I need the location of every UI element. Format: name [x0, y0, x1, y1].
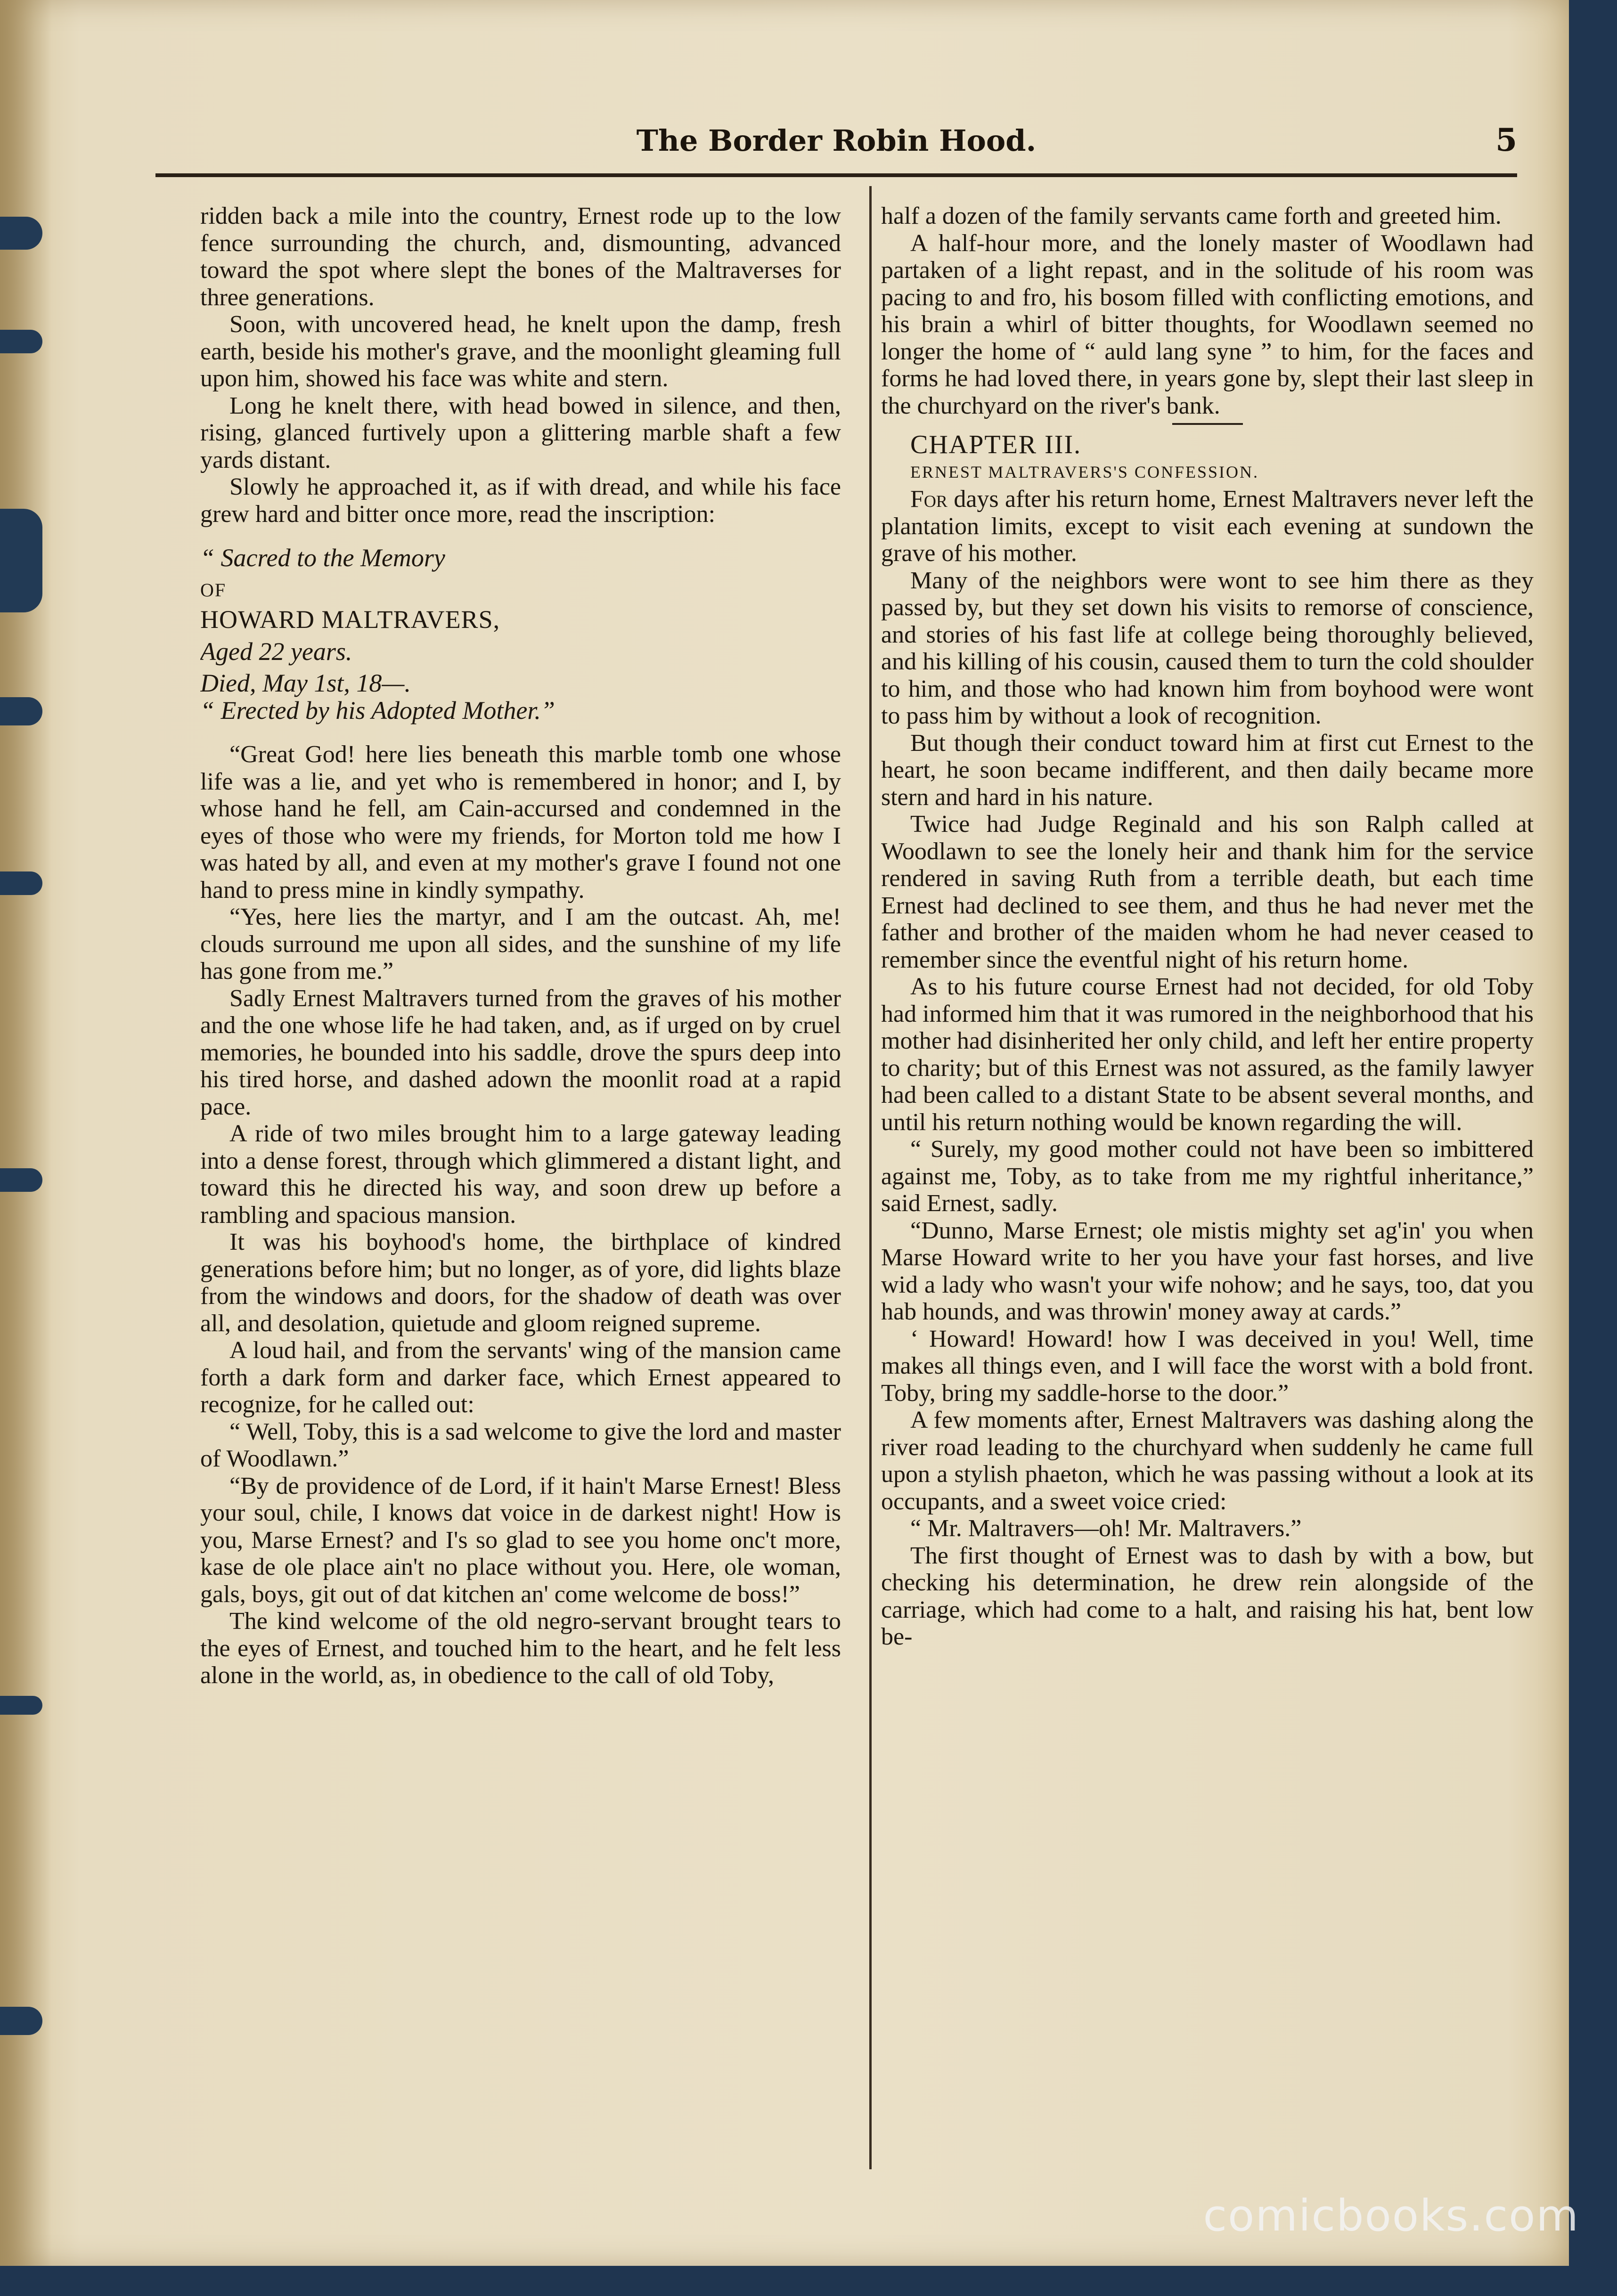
binding-hole [0, 697, 42, 725]
inscription-line: “ Erected by his Adopted Mother.” [200, 696, 555, 725]
inscription-line: Died, May 1st, 18—. [200, 669, 411, 697]
paragraph: ‘ Howard! Howard! how I was deceived in you! Well, time makes all things even, and I will face the worst with a bold front. Toby, bring my saddle-horse to the door.” [881, 1325, 1534, 1407]
paragraph: “Yes, here lies the martyr, and I am the outcast. Ah, me! clouds surround me upon all sides, and the sunshine of my life has gone from me.” [200, 904, 841, 985]
binding-hole [0, 1168, 42, 1192]
paragraph: It was his boyhood's home, the birthplace of kindred generations before him; but no longer, as of yore, did lights blaze from the windows and doors, for the shadow of death was over all, and desolation, quietude and gloom reigned supreme. [200, 1229, 841, 1337]
header-rule [155, 173, 1517, 177]
paragraph: But though their conduct toward him at first cut Ernest to the heart, he soon became indifferent, and then daily became more stern and hard in his nature. [881, 729, 1534, 811]
paragraph: “By de providence of de Lord, if it hain't Marse Ernest! Bless your soul, chile, I knows dat voice in de darkest night! How is you, Marse Ernest? and I's so glad to see you home onc't more, kase de ole place ain't no place without you. Here, ole woman, gals, boys, git out of dat kitchen an' come welcome de boss!” [200, 1472, 841, 1608]
page-number: 5 [1495, 122, 1517, 158]
paragraph [881, 486, 1534, 567]
inscription-line: Aged 22 years. [200, 637, 352, 666]
paragraph: “Great God! here lies beneath this marble tomb one whose life was a lie, and yet who is remembered in honor; and I, by whose hand he fell, am Cain-accursed and condemned in the eyes of those who were my friends, for Morton told me how I was hated by all, and even at my mother's grave I found not one hand to press mine in kindly sympathy. [200, 741, 841, 904]
paragraph: A ride of two miles brought him to a large gateway leading into a dense forest, through which glimmered a distant light, and toward this he directed his way, and soon drew up before a rambling and spacious mansion. [200, 1120, 841, 1229]
chapter-title: CHAPTER III. [910, 430, 1082, 459]
binding-hole [0, 509, 42, 612]
column-divider [869, 186, 872, 2169]
binding-hole [0, 2007, 42, 2035]
paragraph: ridden back a mile into the country, Ernest rode up to the low fence surrounding the church, and, dismounting, advanced toward the spot where slept the bones of the Maltraverses for three generations. [200, 203, 841, 311]
paragraph: The kind welcome of the old negro-servant brought tears to the eyes of Ernest, and touched him to the heart, and he felt less alone in the world, as, in obedience to the call of old Toby, [200, 1608, 841, 1689]
paragraph: Long he knelt there, with head bowed in silence, and then, rising, glanced furtively upon a glittering marble shaft a few yards distant. [200, 392, 841, 473]
inscription-line: “ Sacred to the Memory [200, 544, 445, 572]
paragraph: As to his future course Ernest had not decided, for old Toby had informed him that it was rumored in the neighborhood that his mother had disinherited her only child, and left her entire property to charity; but of this Ernest was not assured, as the family lawyer had been called to a distant State to be absent several months, and until his return nothing would be known regarding the will. [881, 973, 1534, 1136]
section-rule [1172, 423, 1243, 425]
paragraph: half a dozen of the family servants came forth and greeted him. [881, 203, 1502, 229]
chapter-subtitle: ERNEST MALTRAVERS'S CONFESSION. [910, 462, 1259, 481]
watermark: comicbooks.com [1203, 2190, 1579, 2241]
paragraph-text: days after his return home, Ernest Maltravers never left the plantation limits, except to visit each evening at sundown the grave of his mother. [881, 486, 1534, 567]
paragraph: “Dunno, Marse Ernest; ole mistis mighty set ag'in' you when Marse Howard write to her you have your fast horses, and live wid a lady who wasn't your wife nohow; and he says, too, dat you hab hounds, and was throwin' money away at cards.” [881, 1217, 1534, 1325]
inscription-name: HOWARD MALTRAVERS, [200, 605, 500, 634]
binding-hole [0, 871, 42, 895]
right-column [881, 203, 1534, 2167]
paragraph: Twice had Judge Reginald and his son Ralph called at Woodlawn to see the lonely heir and thank him for the service rendered in saving Ruth from a terrible death, but each time Ernest had declined to see them, and thus he had never met the father and brother of the maiden whom he had never ceased to remember since the eventful night of his return home. [881, 811, 1534, 973]
paragraph: A half-hour more, and the lonely master of Woodlawn had partaken of a light repast, and in the solitude of his room was pacing to and fro, his bosom filled with conflicting emotions, and his brain a whirl of bitter thoughts, for Woodlawn seemed no longer the home of “ auld lang syne ” to him, for the faces and forms he had loved there, in years gone by, slept their last sleep in the churchyard on the river's bank. [881, 229, 1534, 419]
binding-hole [0, 330, 42, 353]
binding-hole [0, 1696, 42, 1715]
inscription-line: OF [200, 579, 227, 601]
paragraph: Sadly Ernest Maltravers turned from the graves of his mother and the one whose life he had taken, and, as if urged on by cruel memories, he bounded into his saddle, drove the spurs deep into his tired horse, and dashed adown the moonlit road at a rapid pace. [200, 985, 841, 1120]
chapter-lead-word: For [910, 486, 947, 513]
paragraph: Many of the neighbors were wont to see him there as they passed by, but they set down his visits to remorse of conscience, and stories of his fast life at college being thoroughly believed, and his killing of his cousin, caused them to turn the cold shoulder to him, and those who had known him from boyhood were wont to pass him by without a look of recognition. [881, 567, 1534, 729]
paragraph: A few moments after, Ernest Maltravers was dashing along the river road leading to the churchyard when suddenly he came full upon a stylish phaeton, which he was passing without a look at its occupants, and a sweet voice cried: [881, 1407, 1534, 1515]
left-column [200, 203, 841, 2167]
paragraph: The first thought of Ernest was to dash by with a bow, but checking his determination, he drew rein alongside of the carriage, which had come to a halt, and raising his hat, bent low be- [881, 1542, 1534, 1650]
paragraph: Slowly he approached it, as if with dread, and while his face grew hard and bitter once more, read the inscription: [200, 473, 841, 528]
running-title: The Border Robin Hood. [636, 123, 1037, 158]
paragraph: “ Surely, my good mother could not have been so imbittered against me, Toby, as to take from me my rightful inheritance,” said Ernest, sadly. [881, 1136, 1534, 1217]
paragraph: “ Well, Toby, this is a sad welcome to give the lord and master of Woodlawn.” [200, 1418, 841, 1472]
paragraph: A loud hail, and from the servants' wing of the mansion came forth a dark form and darker face, which Ernest appeared to recognize, for he called out: [200, 1337, 841, 1418]
page-header [155, 113, 1517, 174]
binding-hole [0, 217, 42, 250]
paragraph: Soon, with uncovered head, he knelt upon the damp, fresh earth, beside his mother's grave, and the moonlight gleaming full upon him, showed his face was white and stern. [200, 311, 841, 392]
paragraph: “ Mr. Maltravers—oh! Mr. Maltravers.” [910, 1515, 1302, 1542]
